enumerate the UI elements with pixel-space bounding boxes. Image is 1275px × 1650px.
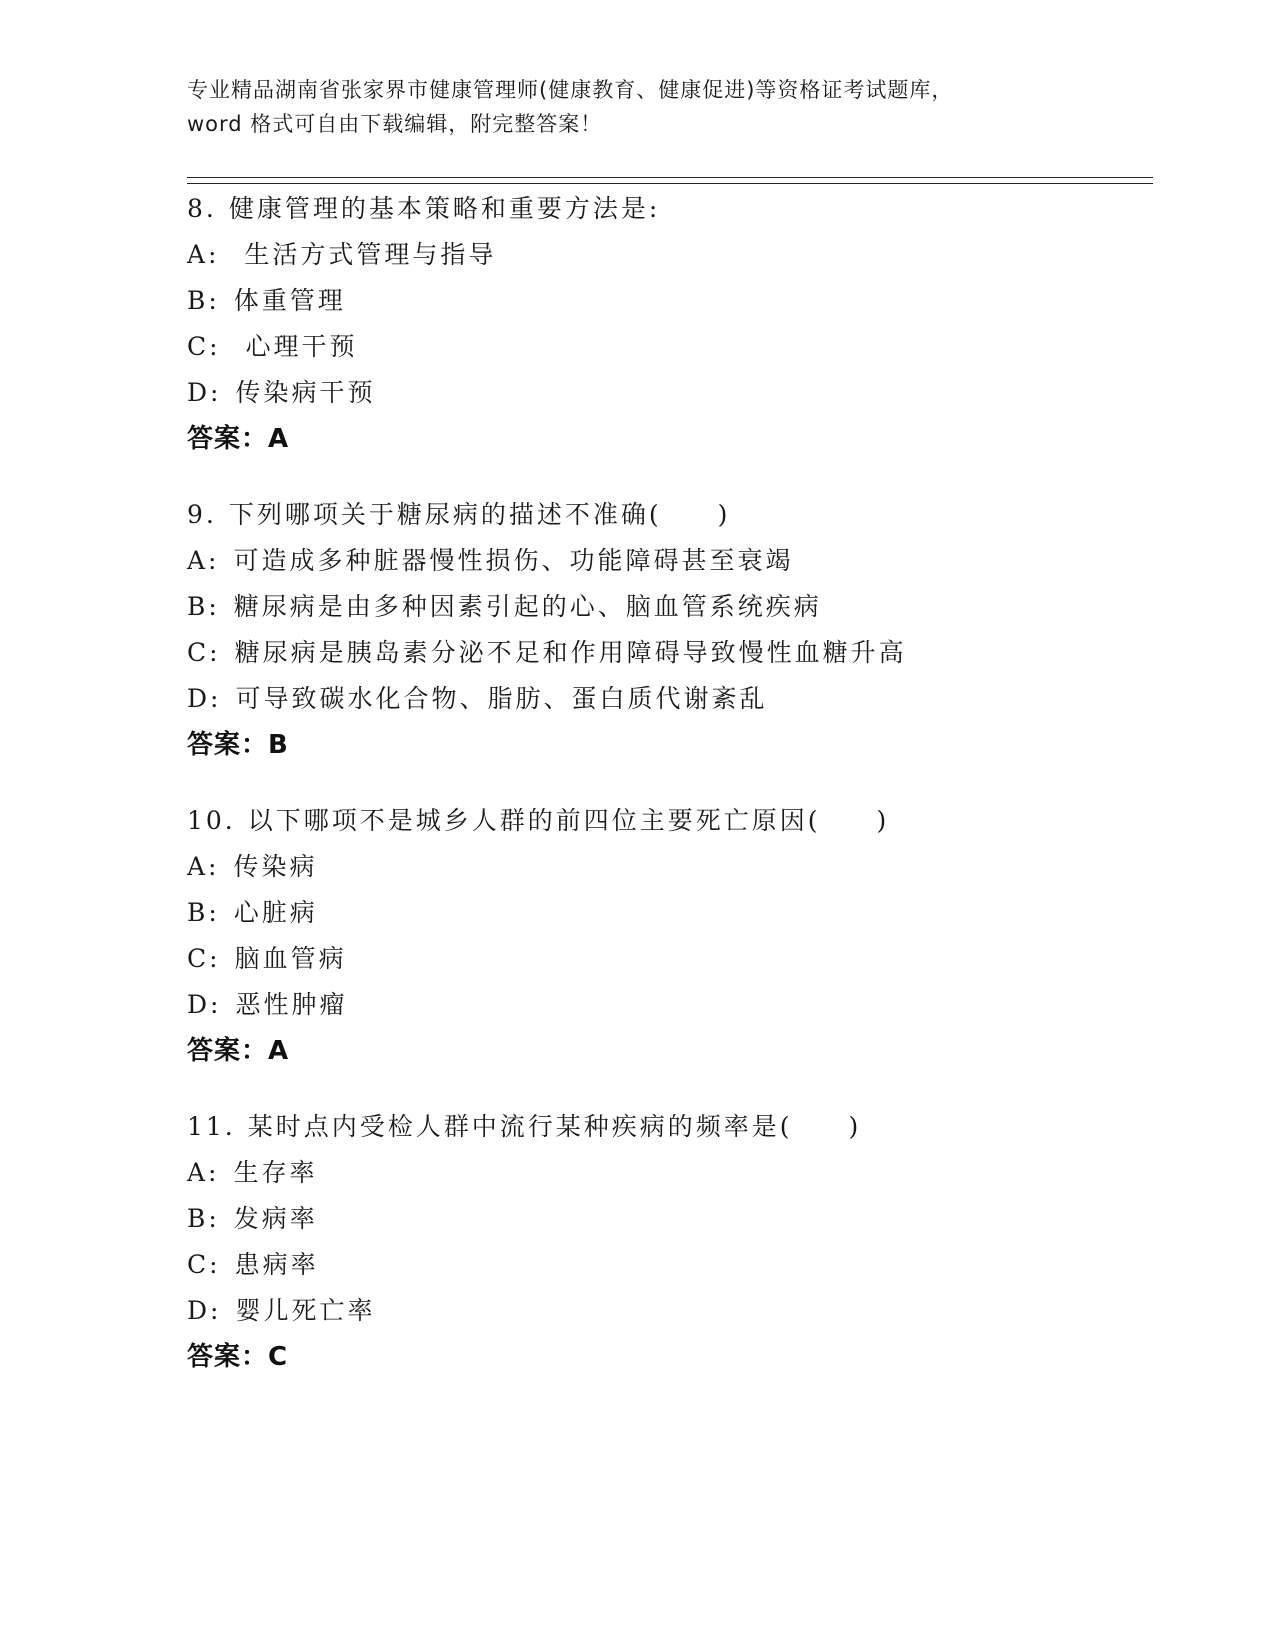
question-text: 某时点内受检人群中流行某种疾病的频率是( ) <box>247 1112 862 1141</box>
option-a <box>187 232 1167 278</box>
option-d <box>187 370 1167 416</box>
option-a <box>187 1150 1167 1196</box>
answer: 答案：C <box>187 1342 289 1372</box>
option-text: 生存率 <box>233 1158 318 1187</box>
option-key: D: <box>187 1296 222 1325</box>
option-d <box>187 676 1167 722</box>
option-text: 体重管理 <box>233 286 346 315</box>
answer: 答案：B <box>187 730 289 760</box>
option-a <box>187 844 1167 890</box>
option-b <box>187 1196 1167 1242</box>
question-text: 以下哪项不是城乡人群的前四位主要死亡原因( ) <box>247 806 890 835</box>
option-text: 糖尿病是由多种因素引起的心、脑血管系统疾病 <box>233 592 822 621</box>
question-8 <box>187 186 1167 462</box>
option-b <box>187 890 1167 936</box>
question-text: 健康管理的基本策略和重要方法是: <box>228 194 661 223</box>
option-c <box>187 1242 1167 1288</box>
question-list <box>187 186 1167 1410</box>
option-d <box>187 982 1167 1028</box>
option-key: A: <box>187 1158 220 1187</box>
option-d <box>187 1288 1167 1334</box>
option-key: C: <box>187 944 221 973</box>
option-key: B: <box>187 286 220 315</box>
option-c <box>187 630 1167 676</box>
option-text: 可导致碳水化合物、脂肪、蛋白质代谢紊乱 <box>235 684 768 713</box>
option-c <box>187 936 1167 982</box>
option-b <box>187 278 1167 324</box>
option-text: 生活方式管理与指导 <box>233 240 497 269</box>
question-9 <box>187 492 1167 768</box>
option-key: B: <box>187 592 220 621</box>
question-stem <box>187 798 1167 844</box>
option-key: B: <box>187 1204 220 1233</box>
option-text: 心脏病 <box>233 898 318 927</box>
option-text: 可造成多种脏器慢性损伤、功能障碍甚至衰竭 <box>233 546 794 575</box>
question-stem <box>187 1104 1167 1150</box>
header-divider-top <box>187 177 1153 178</box>
option-key: A: <box>187 852 220 881</box>
option-key: D: <box>187 684 222 713</box>
header-line-1: 专业精品湖南省张家界市健康管理师(健康教育、健康促进)等资格证考试题库， <box>187 78 954 102</box>
option-key: C: <box>187 332 221 361</box>
header-divider-bottom <box>187 183 1153 184</box>
option-text: 传染病干预 <box>235 378 376 407</box>
question-stem <box>187 492 1167 538</box>
question-10 <box>187 798 1167 1074</box>
option-text: 发病率 <box>233 1204 318 1233</box>
question-number: 10. <box>187 806 236 835</box>
document-header <box>187 73 1087 141</box>
option-c <box>187 324 1167 370</box>
option-key: D: <box>187 378 222 407</box>
option-text: 婴儿死亡率 <box>235 1296 376 1325</box>
header-line-2: word 格式可自由下载编辑，附完整答案！ <box>187 112 603 136</box>
question-stem <box>187 186 1167 232</box>
question-number: 8. <box>187 194 217 223</box>
option-key: B: <box>187 898 220 927</box>
option-text: 心理干预 <box>234 332 358 361</box>
option-a <box>187 538 1167 584</box>
option-key: A: <box>187 240 220 269</box>
option-b <box>187 584 1167 630</box>
option-text: 传染病 <box>233 852 318 881</box>
question-text: 下列哪项关于糖尿病的描述不准确( ) <box>228 500 731 529</box>
option-text: 脑血管病 <box>234 944 347 973</box>
answer: 答案：A <box>187 1036 290 1066</box>
option-text: 恶性肿瘤 <box>235 990 348 1019</box>
option-text: 糖尿病是胰岛素分泌不足和作用障碍导致慢性血糖升高 <box>234 638 907 667</box>
option-key: A: <box>187 546 220 575</box>
question-number: 11. <box>187 1112 236 1141</box>
question-number: 9. <box>187 500 217 529</box>
question-11 <box>187 1104 1167 1380</box>
option-text: 患病率 <box>234 1250 319 1279</box>
answer: 答案：A <box>187 424 290 454</box>
option-key: C: <box>187 1250 221 1279</box>
option-key: D: <box>187 990 222 1019</box>
option-key: C: <box>187 638 221 667</box>
